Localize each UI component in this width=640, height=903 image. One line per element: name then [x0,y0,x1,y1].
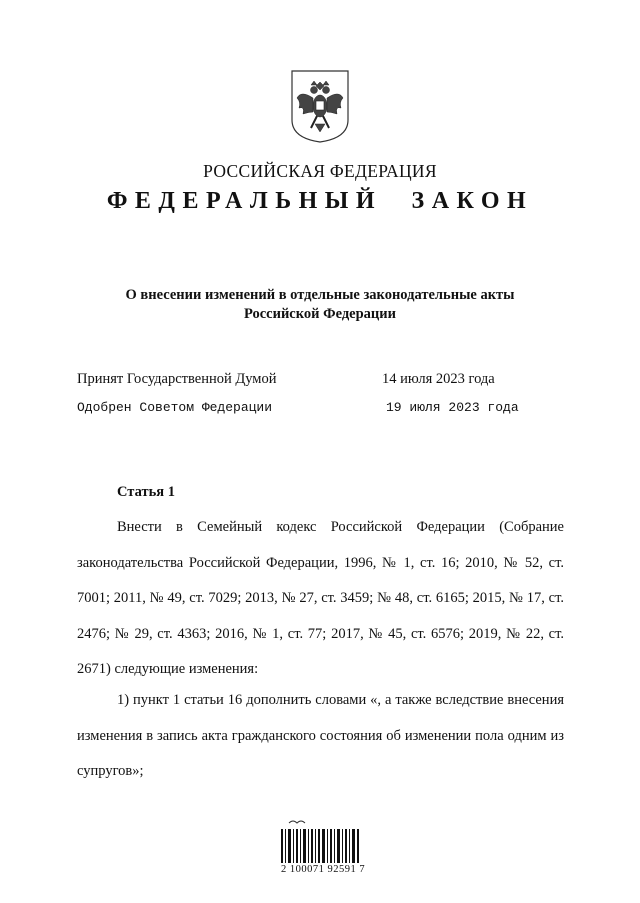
law-type-heading: ФЕДЕРАЛЬНЫЙ ЗАКОН [106,188,534,214]
act-title [0,286,640,324]
barcode-number: 2 100071 92591 7 [281,864,366,875]
duma-adoption-date: 14 июля 2023 года [382,371,495,387]
coat-of-arms-icon [289,68,351,144]
article-1-item-1: 1) пункт 1 статьи 16 дополнить словами «, а также вследствие внесения изменения в запись акта гражданского состояния об изменении пола одним из супругов»; [77,692,564,779]
council-approval-date: 19 июля 2023 года [386,400,519,415]
article-1-heading: Статья 1 [117,484,175,500]
act-title-line-1: О внесении изменений в отдельные законодательные акты [125,287,515,303]
council-approval-label: Одобрен Советом Федерации [77,400,273,415]
article-1-paragraph-1: Внести в Семейный кодекс Российской Федерации (Собрание законодательства Российской Федерации, 1996, № 1, ст. 16; 2010, № 52, ст. 7001; 2011, № 49, ст. 7029; 2013, № 27, ст. 3459; № 48, ст. 6165; 2015, № 17, ст. 2476; № 29, ст. 4363; 2016, № 1, ст. 77; 2017, № 45, ст. 6576; 2019, № 22, ст. 2671) следующие изменения: [77,519,564,677]
federation-heading: РОССИЙСКАЯ ФЕДЕРАЦИЯ [203,161,437,181]
act-title-line-2: Российской Федерации [243,306,396,322]
duma-adoption-label: Принят Государственной Думой [77,371,277,387]
